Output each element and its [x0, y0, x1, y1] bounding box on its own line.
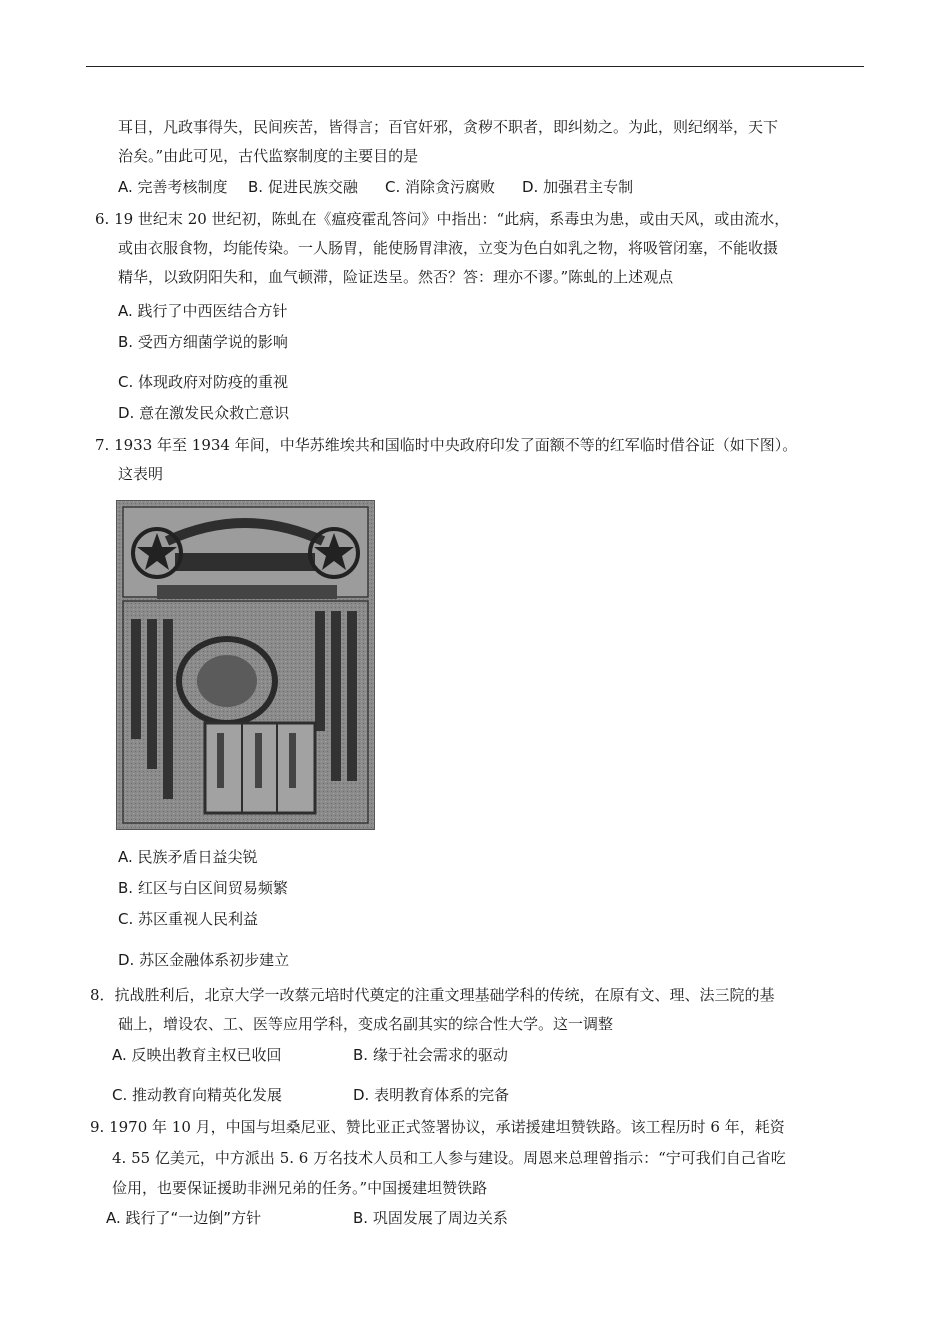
q5-text-line1: 耳目，凡政事得失，民间疾苦，皆得言；百官奸邪，贪秽不职者，即纠劾之。为此，则纪纲举，天下 [118, 118, 779, 136]
q7-option-c: C. 苏区重视人民利益 [118, 910, 259, 928]
q5-option-c: C. 消除贪污腐败 [385, 178, 496, 196]
q9-stem-line3: 俭用，也要保证援助非洲兄弟的任务。”中国援建坦赞铁路 [112, 1179, 488, 1197]
q8-stem-line2: 础上，增设农、工、医等应用学科，变成名副其实的综合性大学。这一调整 [118, 1015, 614, 1033]
q9-stem-line2: 4. 55 亿美元，中方派出 5. 6 万名技术人员和工人参与建设。周恩来总理曾指示：“宁可我们自己省吃 [112, 1149, 786, 1167]
q6-stem-line3: 精华，以致阴阳失和，血气顿滞，险证迭呈。然否？答：理亦不谬。”陈虬的上述观点 [118, 268, 674, 286]
q8-option-d: D. 表明教育体系的完备 [353, 1086, 510, 1104]
q7-option-d: D. 苏区金融体系初步建立 [118, 951, 290, 969]
q7-option-a: A. 民族矛盾日益尖锐 [118, 848, 258, 866]
q8-option-a: A. 反映出教育主权已收回 [112, 1046, 282, 1064]
q7-stem-line1: 7. 1933 年至 1934 年间，中华苏维埃共和国临时中央政府印发了面额不等的红军临时借谷证（如下图）。 [95, 436, 798, 454]
q7-option-b: B. 红区与白区间贸易频繁 [118, 879, 288, 897]
q5-option-d: D. 加强君主专制 [522, 178, 634, 196]
q6-stem-line2: 或由衣服食物，均能传染。一人肠胃，能使肠胃津液，立变为色白如乳之物，将吸管闭塞，不能收摄 [118, 239, 779, 257]
q6-stem-line1: 6. 19 世纪末 20 世纪初，陈虬在《瘟疫霍乱答问》中指出：“此病，系毒虫为患，或由天风，或由流水， [95, 210, 790, 228]
q6-option-c: C. 体现政府对防疫的重视 [118, 373, 289, 391]
q9-stem-line1: 9. 1970 年 10 月，中国与坦桑尼亚、赞比亚正式签署协议，承诺援建坦赞铁路。该工程历时 6 年，耗资 [90, 1118, 785, 1136]
q5-text-line2: 治矣。”由此可见，古代监察制度的主要目的是 [118, 147, 419, 165]
q8-option-c: C. 推动教育向精英化发展 [112, 1086, 283, 1104]
q8-option-b: B. 缘于社会需求的驱动 [353, 1046, 508, 1064]
q9-option-a: A. 践行了“一边倒”方针 [106, 1209, 262, 1227]
q6-option-a: A. 践行了中西医结合方针 [118, 302, 288, 320]
q9-option-b: B. 巩固发展了周边关系 [353, 1209, 508, 1227]
header-rule [86, 66, 864, 67]
q6-option-d: D. 意在激发民众救亡意识 [118, 404, 290, 422]
q6-option-b: B. 受西方细菌学说的影响 [118, 333, 288, 351]
q5-option-a: A. 完善考核制度 [118, 178, 228, 196]
q5-option-b: B. 促进民族交融 [248, 178, 358, 196]
q8-stem-line1: 8．抗战胜利后，北京大学一改蔡元培时代奠定的注重文理基础学科的传统，在原有文、理、法三院的基 [90, 986, 775, 1004]
grain-loan-certificate-image [116, 500, 375, 830]
q7-stem-line2: 这表明 [118, 465, 164, 483]
